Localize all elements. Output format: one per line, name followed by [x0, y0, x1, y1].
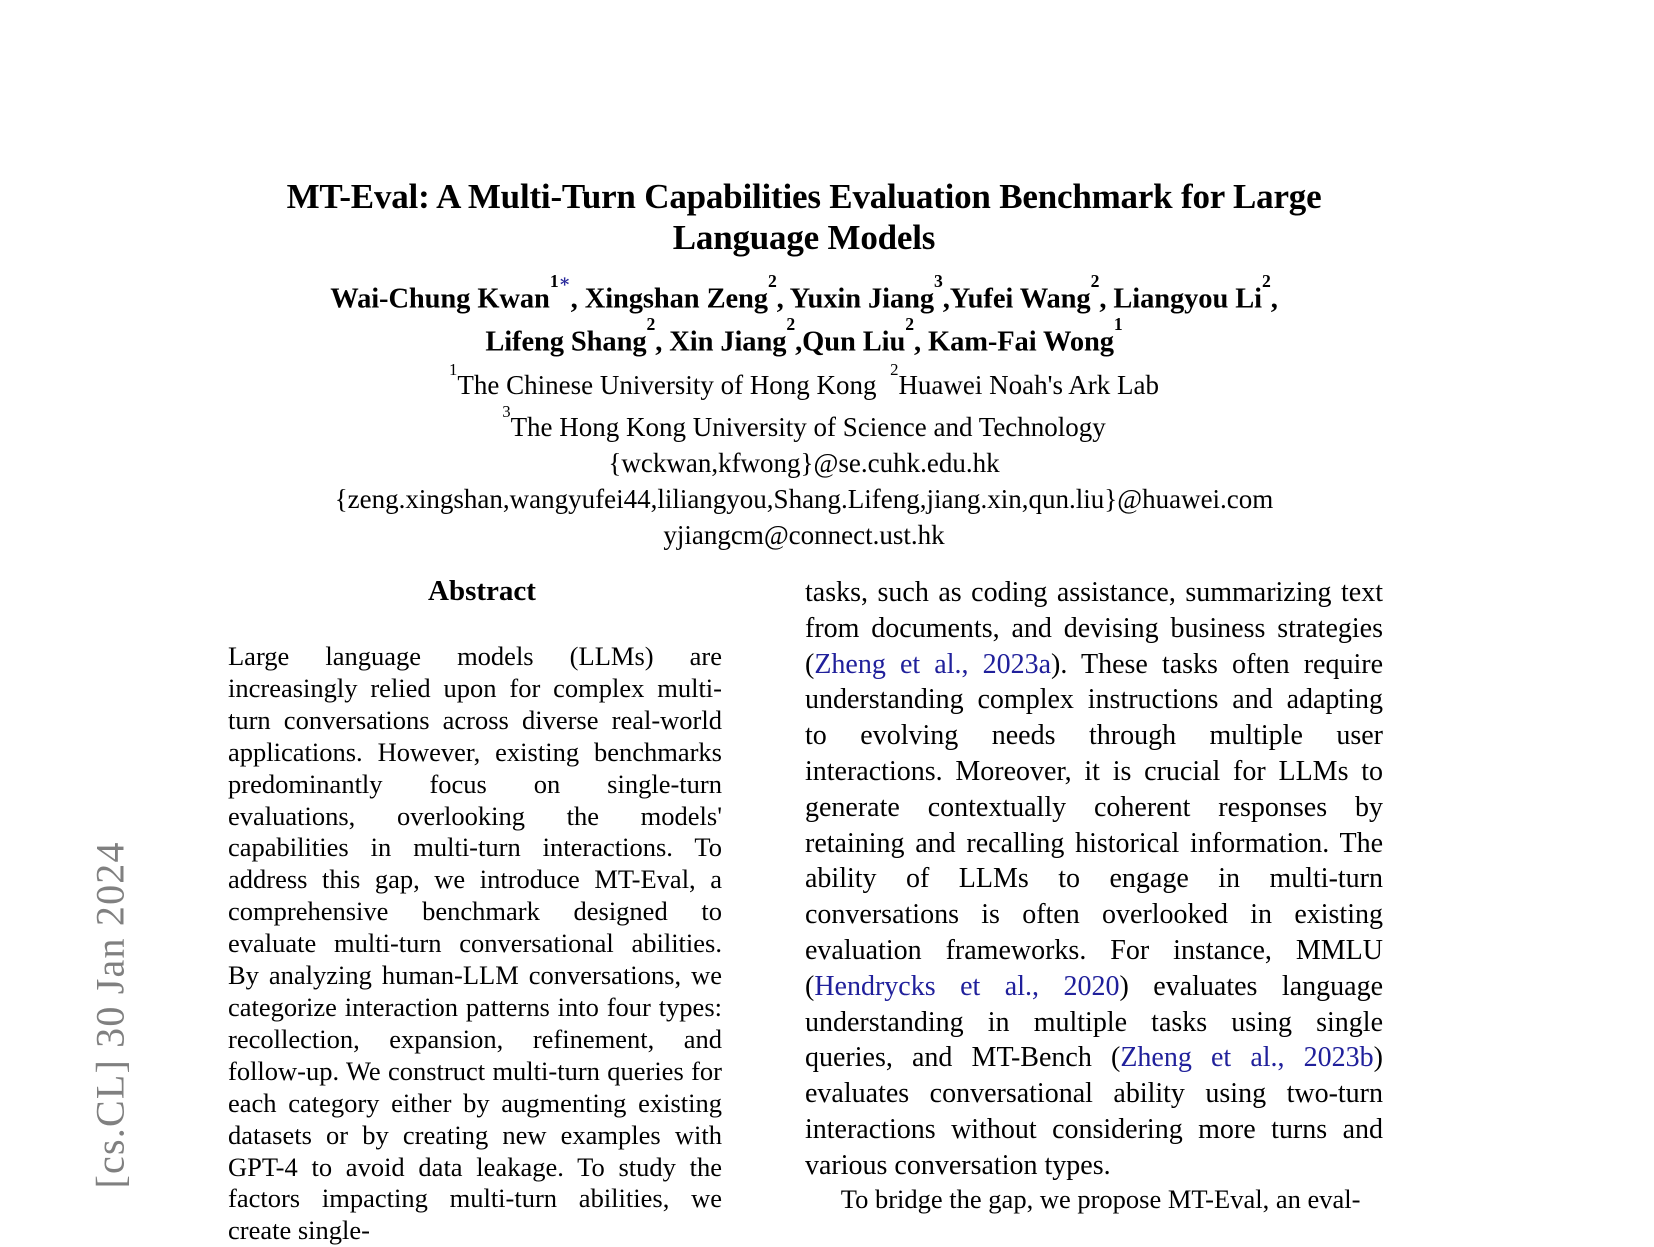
email-line-2: {zeng.xingshan,wangyufei44,liliangyou,Shang.Lifeng,jiang.xin,qun.liu}@huawei.com: [334, 484, 1274, 514]
citation-link-zheng-2023a[interactable]: Zheng et al., 2023a: [814, 648, 1052, 680]
author-affil-marker: 2: [646, 313, 656, 334]
intro-text-segment: ). These tasks often require understanding complex instructions and adapting to evolving needs through multiple user interactions. Moreover, it is crucial for LLMs to generate contextually coherent responses by retaining and recalling historical information. The ability of LLMs to engage in multi-turn conversations is often overlooked in existing evaluation frameworks. For instance, MMLU (: [805, 648, 1383, 1002]
affiliation-marker: 3: [502, 401, 511, 421]
citation-link-zheng-2023b-year[interactable]: 2023b: [1303, 1042, 1374, 1074]
affiliation-name: The Chinese University of Hong Kong: [457, 370, 877, 400]
author-name: Wai-Chung Kwan: [330, 283, 550, 315]
author-names-rest: ,Qun Liu: [795, 326, 906, 357]
intro-text-segment: To bridge the gap, we propose MT-Eval, an eval-: [840, 1183, 1361, 1214]
author-names-rest: , Xin Jiang: [655, 326, 787, 357]
author-affil-marker: 2: [1090, 271, 1100, 292]
citation-link-zheng-2023b[interactable]: Zheng et al.,: [1120, 1042, 1285, 1074]
citation-link-hendrycks-2020[interactable]: Hendrycks et al., 2020: [814, 970, 1120, 1002]
abstract-body: Large language models (LLMs) are increasingly relied upon for complex multi-turn conversations across diverse real-world applications. However, existing benchmarks predominantly focus on single-turn evaluations, overlooking the models' capabilities in multi-turn interactions. To address this gap, we introduce MT-Eval, a comprehensive benchmark designed to evaluate multi-turn conversational abilities. By analyzing human-LLM conversations, we categorize interaction patterns into four types: recollection, expansion, refinement, and follow-up. We construct multi-turn queries for each category either by augmenting existing datasets or by creating new examples with GPT-4 to avoid data leakage. To study the factors impacting multi-turn abilities, we create single-: [228, 641, 722, 1246]
affiliation-line-2: [228, 403, 1380, 445]
abstract-heading: Abstract: [428, 575, 536, 607]
intro-text-segment: ) evaluates language understanding in multiple tasks using single queries, and MT-Bench (: [805, 970, 1383, 1074]
email-line-1: {wckwan,kfwong}@se.cuhk.edu.hk: [608, 448, 1000, 478]
author-names-rest: , Xingshan Zeng: [570, 283, 768, 315]
author-names-rest: , Yuxin Jiang: [776, 283, 935, 315]
page-title: MT-Eval: A Multi-Turn Capabilities Evaluation Benchmark for Large Language Models: [286, 177, 1322, 257]
author-affil-marker: 2: [786, 313, 796, 334]
author-name: Lifeng Shang: [485, 326, 647, 357]
right-column: [805, 575, 1383, 1215]
author-line-2: [228, 313, 1380, 360]
affiliation-name: The Hong Kong University of Science and Technology: [510, 412, 1106, 442]
author-names-rest: ,: [1270, 283, 1278, 315]
two-column-body: [228, 575, 1383, 1245]
author-affil-marker: 3: [934, 271, 943, 292]
author-affil-marker: 2: [767, 271, 777, 292]
left-column: [228, 575, 736, 1247]
author-affil-marker: 1: [1113, 313, 1123, 334]
author-line-1: [228, 271, 1380, 317]
author-affil-marker: 1: [549, 271, 559, 292]
email-line-3: yjiangcm@connect.ust.hk: [663, 520, 945, 550]
author-names-rest: ,Yufei Wang: [942, 283, 1091, 315]
author-affil-marker: 2: [905, 313, 914, 334]
affiliation-line-1: [228, 361, 1380, 403]
affiliation-marker: 1: [449, 359, 458, 379]
intro-text-segment: ) evaluates conversational ability using two-turn interactions without considering more turns and various conversation types.: [805, 1042, 1383, 1181]
author-names-rest: , Liangyou Li: [1099, 283, 1262, 315]
introduction-paragraph: [805, 575, 1383, 1184]
author-affil-marker: 2: [1261, 271, 1271, 292]
paper-header: [228, 176, 1380, 553]
affiliation-marker: 2: [890, 359, 899, 379]
affiliation-name: Huawei Noah's Ark Lab: [898, 370, 1159, 400]
introduction-paragraph-2: [805, 1184, 1383, 1216]
author-names-rest: , Kam-Fai Wong: [913, 326, 1114, 357]
intro-text-segment: tasks, such as coding assistance, summarizing text from documents, and devising business strategies (: [805, 577, 1383, 680]
corresponding-author-marker: ∗: [558, 271, 571, 292]
arxiv-stamp: [cs.CL] 30 Jan 2024: [87, 841, 133, 1189]
